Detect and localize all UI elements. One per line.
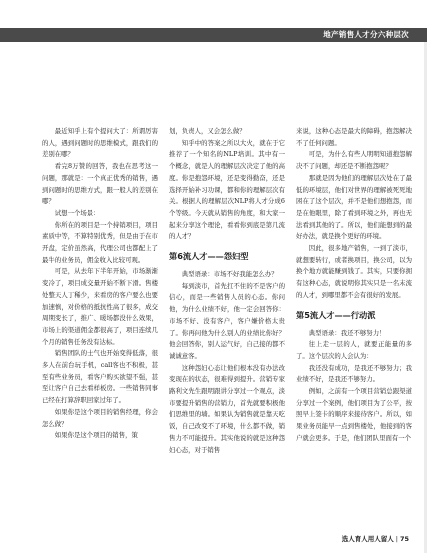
paragraph: 我还没有成功，是我还不够努力；我业绩不好，是我还不够努力。 <box>296 363 412 384</box>
paragraph-continued: 划，负责人，又会怎么做？ <box>169 127 246 135</box>
paragraph: 看完8万赞的回答，我也在思考这一问题，那就是：一个真正优秀的销售，遇到问题时的思维方式，跟一般人的差别在哪？ <box>42 162 158 206</box>
paragraph: 如果你是这个项目的销售经理，你会怎么做？ <box>42 407 158 428</box>
paragraph: 知乎中的答案之所以大火，就在于它推荐了一个知名的NLP培训。其中有一个概念，就是人的理解层次决定了他的高度。你是抱怨环境，还是变得勤奋，还是选择开始补习功课，都和你的理解层次有关。根据人的理解层次NLP将人才分成6个等级。今天就从销售的角度，和大家一起来分享这个理论，看看你到底是第几流的人才？ <box>169 138 285 241</box>
paragraph: 往上走一层的人，就要正能量的多了。这个层次的人会认为： <box>296 340 412 360</box>
paragraph: 这种怨妇心态让他们根本没有办法改变现在的状态，很难得到提升。营销专家路利文先生跟明跟讲分享过一个观点，淡市要提升销售的营销力，首先就要积极他们思维里的墙。如果认为销售就是靠天吃饭，自己改变不了环境，什么都不做，销售力不可能提升。其实他说的就是这种怨妇心态，对于销售 <box>169 363 285 454</box>
paragraph: 那就是因为他们的理解层次处在了最低的环境层，他们对世界的理解被死死地困在了这个层次，并不是他们想抱怨，而是在他眼里，除了看到环境之外，再也无法看到其他的了。所以，他们能想到的最好办法，就是换个更好的环境。 <box>296 173 412 241</box>
running-header-title: 地产销售人才分六种层次 <box>323 30 409 39</box>
section-heading: 第6流人才——怨妇型 <box>169 251 249 262</box>
page-number: 75 <box>399 535 409 543</box>
footer-separator: | <box>395 535 398 543</box>
text-column-3 <box>296 126 412 445</box>
paragraph: 如果你是这个项目的销售，策 <box>54 431 138 440</box>
paragraph: 销售团队的士气也开始变得低落，很多人在前台玩手机，call客也不积极，甚至有些业务员，看客户购买欲望不强，甚至让客户自己去看样板房。一些销售同事已经在打算辞职回家过年了。 <box>42 349 158 405</box>
paragraph: 典型语录：我还不够努力！ <box>308 328 386 337</box>
paragraph: 你所在的项目是一个持销项目，项目素质中等，不算特别优秀，但是由于在市开盘，定价虽然高，代理公司也都配上了最牛的业务员，佣金收入比较可观。 <box>42 220 158 264</box>
paragraph: 可是，为什么有些人明明知道抱怨解决不了问题，却还是不断抱怨呢？ <box>296 150 412 171</box>
paragraph: 最近知乎上有个提问大了：所谓厉害的人，遇到问题时的思维模式，跟我们的差别在哪？ <box>42 127 158 159</box>
page-footer <box>342 534 409 543</box>
magazine-name: 选人育人用人留人 <box>341 535 394 543</box>
section-heading: 第5流人才——行动派 <box>296 309 376 320</box>
text-column-1 <box>42 126 158 442</box>
paragraph: 可是，从去年下半年开始，市场渐渐变冷了，项目成交量开始不断下滑。售楼处整天人丁稀少，来看房的客户要么也要加速慎，对价格的抵抗性高了很多，成交周期变长了，推广、暖场都没什么效果，市场上的渠道佣金都很高了，项目连续几个月的销售任务没有达标。 <box>42 267 158 346</box>
top-margin <box>0 0 427 22</box>
paragraph-continued: 来说，这种心态是最大的障碍，抱怨解决不了任何问题。 <box>296 127 412 147</box>
paragraph: 因此，很多地产销售，一到了淡市，就想要转行，或者换项目，换公司，以为换个地方就能赚到钱了。其实，只要你拥有这种心态，就说明你其实只是一名末流的人才，到哪里都不会有很好的发展。 <box>296 244 412 299</box>
paragraph: 例如，之前有一个项目营销总跟渠道分享过一个案例，他们项目为了公平，按照早上签卡的顺序来接待客户。所以，如果业务员能早一点到售楼处，他接到的客户就会更多。于是，他们团队里面有一个 <box>296 387 412 442</box>
paragraph: 每到淡市，首先扛不住的不是客户的信心，而是一些销售人员的心态。你问他，为什么业绩不好，他一定会回答你：市场不好、没有客户，客户嫌价格太贵了。你再问他为什么别人的业绩比你好？他会回答你，别人运气好，自己接的都不诚诚意客。 <box>169 281 285 360</box>
text-column-2 <box>169 126 285 456</box>
running-header-bar <box>0 28 427 42</box>
paragraph: 试想一个场景： <box>54 208 100 217</box>
paragraph: 典型语录：市场不好我能怎么办？ <box>181 270 278 279</box>
